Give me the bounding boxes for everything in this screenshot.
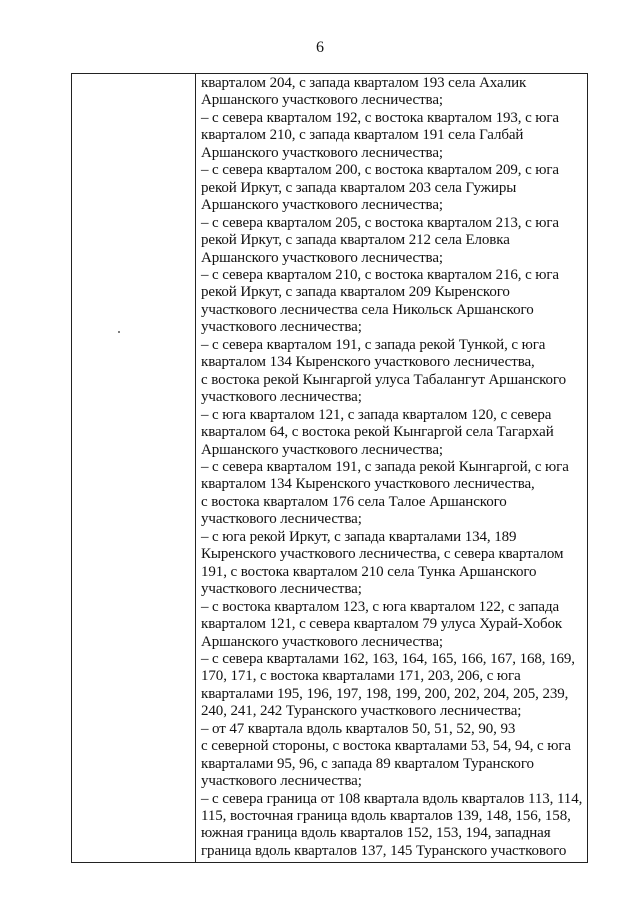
text-line: с востока рекой Кынгаргой улуса Табалангут Аршанского xyxy=(201,371,566,388)
document-table xyxy=(71,73,588,863)
text-line: 115, восточная граница вдоль кварталов 139, 148, 156, 158, xyxy=(201,808,571,825)
text-line: участкового лесничества; xyxy=(201,773,362,790)
text-line: кварталом 121, с севера кварталом 79 улуса Хурай-Хобок xyxy=(201,616,563,633)
text-line: – с юга кварталом 121, с запада кварталом 120, с севера xyxy=(201,406,552,423)
text-line: Кыренского участкового лесничества, с севера кварталом xyxy=(201,546,564,563)
text-line: с востока кварталом 176 села Талое Аршанского xyxy=(201,493,507,510)
text-line: участкового лесничества; xyxy=(201,389,362,406)
text-line: 170, 171, с востока кварталами 171, 203, 206, с юга xyxy=(201,668,521,685)
text-line: участкового лесничества; xyxy=(201,511,362,528)
text-line: – с севера кварталом 191, с запада рекой Кынгаргой, с юга xyxy=(201,458,569,475)
text-line: рекой Иркут, с запада кварталом 212 села Еловка xyxy=(201,232,510,249)
text-line: – с севера кварталом 205, с востока кварталом 213, с юга xyxy=(201,214,559,231)
text-line: южная граница вдоль кварталов 152, 153, 194, западная xyxy=(201,825,551,842)
page-number: 6 xyxy=(316,39,324,56)
text-line: кварталом 210, с запада кварталом 191 села Галбай xyxy=(201,127,524,144)
text-line: рекой Иркут, с запада кварталом 203 села Гужиры xyxy=(201,179,517,196)
text-line: Аршанского участкового лесничества; xyxy=(201,197,443,214)
text-line: рекой Иркут, с запада кварталом 209 Кыренского xyxy=(201,284,510,301)
text-line: – от 47 квартала вдоль кварталов 50, 51, 52, 90, 93 xyxy=(201,720,516,737)
table-left-column xyxy=(72,74,196,862)
text-line: кварталами 95, 96, с запада 89 кварталом Туранского xyxy=(201,755,534,772)
text-line: – с севера кварталом 192, с востока кварталом 193, с юга xyxy=(201,109,559,126)
table-right-column xyxy=(196,74,587,862)
text-line: кварталами 195, 196, 197, 198, 199, 200, 202, 204, 205, 239, xyxy=(201,685,569,702)
text-line: с северной стороны, с востока кварталами 53, 54, 94, с юга xyxy=(201,738,571,755)
text-line: кварталом 134 Кыренского участкового лесничества, xyxy=(201,476,535,493)
text-line: граница вдоль кварталов 137, 145 Туранского участкового xyxy=(201,842,567,859)
text-line: – с востока кварталом 123, с юга кварталом 122, с запада xyxy=(201,598,560,615)
text-line: Аршанского участкового лесничества; xyxy=(201,249,443,266)
text-line: – с юга рекой Иркут, с запада кварталами 134, 189 xyxy=(201,528,517,545)
text-line: – с севера граница от 108 квартала вдоль кварталов 113, 114, xyxy=(201,790,583,807)
text-line: Аршанского участкового лесничества; xyxy=(201,441,443,458)
text-line: Аршанского участкового лесничества; xyxy=(201,633,443,650)
text-line: 191, с востока кварталом 210 села Тунка Аршанского xyxy=(201,563,537,580)
text-line: 240, 241, 242 Туранского участкового лесничества; xyxy=(201,703,522,720)
text-line: – с севера кварталами 162, 163, 164, 165, 166, 167, 168, 169, xyxy=(201,650,575,667)
text-line: кварталом 204, с запада кварталом 193 села Ахалик xyxy=(201,75,527,91)
text-line: участкового лесничества; xyxy=(201,319,362,336)
text-line: кварталом 134 Кыренского участкового лесничества, xyxy=(201,354,535,371)
text-line: – с севера кварталом 210, с востока кварталом 216, с юга xyxy=(201,266,559,283)
text-line: Аршанского участкового лесничества; xyxy=(201,144,443,161)
text-line: – с севера кварталом 191, с запада рекой Тункой, с юга xyxy=(201,336,546,353)
text-line: – с севера кварталом 200, с востока кварталом 209, с юга xyxy=(201,162,559,179)
text-line: кварталом 64, с востока рекой Кынгаргой села Тагархай xyxy=(201,424,554,441)
text-line: участкового лесничества села Никольск Аршанского xyxy=(201,301,534,318)
text-line: Аршанского участкового лесничества; xyxy=(201,92,443,109)
scan-speck xyxy=(118,331,120,333)
text-line: участкового лесничества; xyxy=(201,581,362,598)
